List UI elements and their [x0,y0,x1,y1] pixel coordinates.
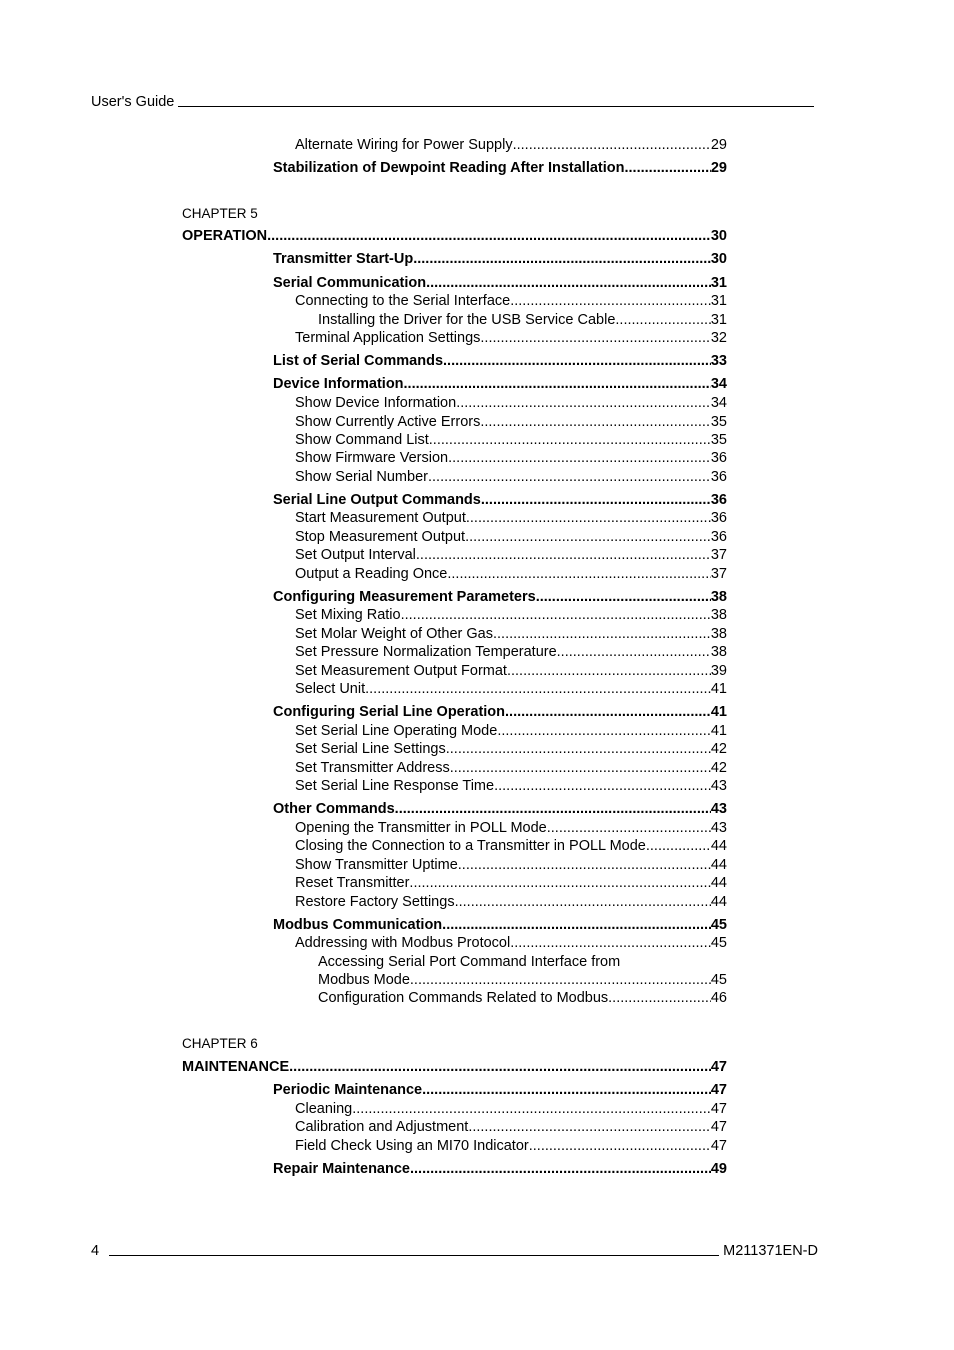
toc-entry[interactable]: Device Information ..... 34 [273,375,727,393]
toc-entry[interactable]: Show Currently Active Errors ..... 35 [295,413,727,431]
toc-entry[interactable]: Repair Maintenance ..... 49 [273,1160,727,1178]
toc-entry[interactable]: Transmitter Start-Up ..... 30 [273,250,727,268]
toc-entry[interactable]: Show Command List ..... 35 [295,431,727,449]
footer-rule [109,1255,719,1256]
toc-entry[interactable]: Select Unit ..... 41 [295,680,727,698]
toc-entry[interactable]: Set Transmitter Address ..... 42 [295,759,727,777]
toc-entry[interactable]: Alternate Wiring for Power Supply ..... 29 [295,136,727,154]
toc-entry[interactable]: Start Measurement Output ..... 36 [295,509,727,527]
toc-entry[interactable]: Set Output Interval ..... 37 [295,546,727,564]
toc-entry[interactable]: Serial Line Output Commands ..... 36 [273,491,727,509]
toc-entry[interactable]: Restore Factory Settings ..... 44 [295,893,727,911]
toc-entry[interactable]: Set Serial Line Operating Mode ..... 41 [295,722,727,740]
toc-entry[interactable]: Configuration Commands Related to Modbus ..... 46 [318,989,727,1007]
toc-entry[interactable]: Reset Transmitter ..... 44 [295,874,727,892]
toc-entry[interactable]: Set Serial Line Settings ..... 42 [295,740,727,758]
chapter-label: CHAPTER 6 [182,1036,258,1051]
header-title: User's Guide [91,94,175,110]
footer-doc-code: M211371EN-D [723,1243,818,1259]
toc-entry[interactable]: List of Serial Commands ..... 33 [273,352,727,370]
toc-entry[interactable]: Connecting to the Serial Interface ..... 31 [295,292,727,310]
toc-entry[interactable]: Addressing with Modbus Protocol ..... 45 [295,934,727,952]
toc-entry[interactable]: Periodic Maintenance ..... 47 [273,1081,727,1099]
toc-entry[interactable]: Cleaning ..... 47 [295,1100,727,1118]
chapter-label: CHAPTER 5 [182,206,258,221]
toc-entry-continued[interactable]: Accessing Serial Port Command Interface from [318,954,621,970]
toc-entry[interactable]: Serial Communication ..... 31 [273,274,727,292]
toc-entry[interactable]: Set Molar Weight of Other Gas ..... 38 [295,625,727,643]
toc-entry[interactable]: Output a Reading Once ..... 37 [295,565,727,583]
toc-entry[interactable]: Installing the Driver for the USB Service Cable ..... 31 [318,311,727,329]
toc-entry[interactable]: Show Device Information ..... 34 [295,394,727,412]
table-of-contents [182,0,727,1350]
toc-entry[interactable]: Closing the Connection to a Transmitter in POLL Mode ..... 44 [295,837,727,855]
toc-entry[interactable]: Show Transmitter Uptime ..... 44 [295,856,727,874]
toc-chapter-title[interactable]: OPERATION ..... 30 [182,227,727,245]
toc-entry[interactable]: Show Firmware Version ..... 36 [295,449,727,467]
toc-entry[interactable]: Configuring Measurement Parameters ..... 38 [273,588,727,606]
toc-entry[interactable]: Show Serial Number ..... 36 [295,468,727,486]
toc-entry[interactable]: Set Measurement Output Format ..... 39 [295,662,727,680]
footer-page-number: 4 [91,1243,100,1259]
toc-entry[interactable]: Stop Measurement Output ..... 36 [295,528,727,546]
toc-entry[interactable]: Other Commands ..... 43 [273,800,727,818]
toc-entry[interactable]: Opening the Transmitter in POLL Mode ..... 43 [295,819,727,837]
toc-entry[interactable]: Configuring Serial Line Operation ..... 41 [273,703,727,721]
page-footer [91,1239,818,1259]
toc-entry[interactable]: Stabilization of Dewpoint Reading After Installation ..... 29 [273,159,727,177]
toc-entry[interactable]: Set Serial Line Response Time ..... 43 [295,777,727,795]
toc-chapter-title[interactable]: MAINTENANCE ..... 47 [182,1058,727,1076]
toc-entry[interactable]: Terminal Application Settings ..... 32 [295,329,727,347]
toc-entry[interactable]: Modbus Communication ..... 45 [273,916,727,934]
toc-entry[interactable]: Field Check Using an MI70 Indicator ..... 47 [295,1137,727,1155]
toc-entry[interactable]: Set Pressure Normalization Temperature ..... 38 [295,643,727,661]
toc-entry[interactable]: Modbus Mode ..... 45 [318,971,727,989]
toc-entry[interactable]: Set Mixing Ratio ..... 38 [295,606,727,624]
toc-entry[interactable]: Calibration and Adjustment ..... 47 [295,1118,727,1136]
